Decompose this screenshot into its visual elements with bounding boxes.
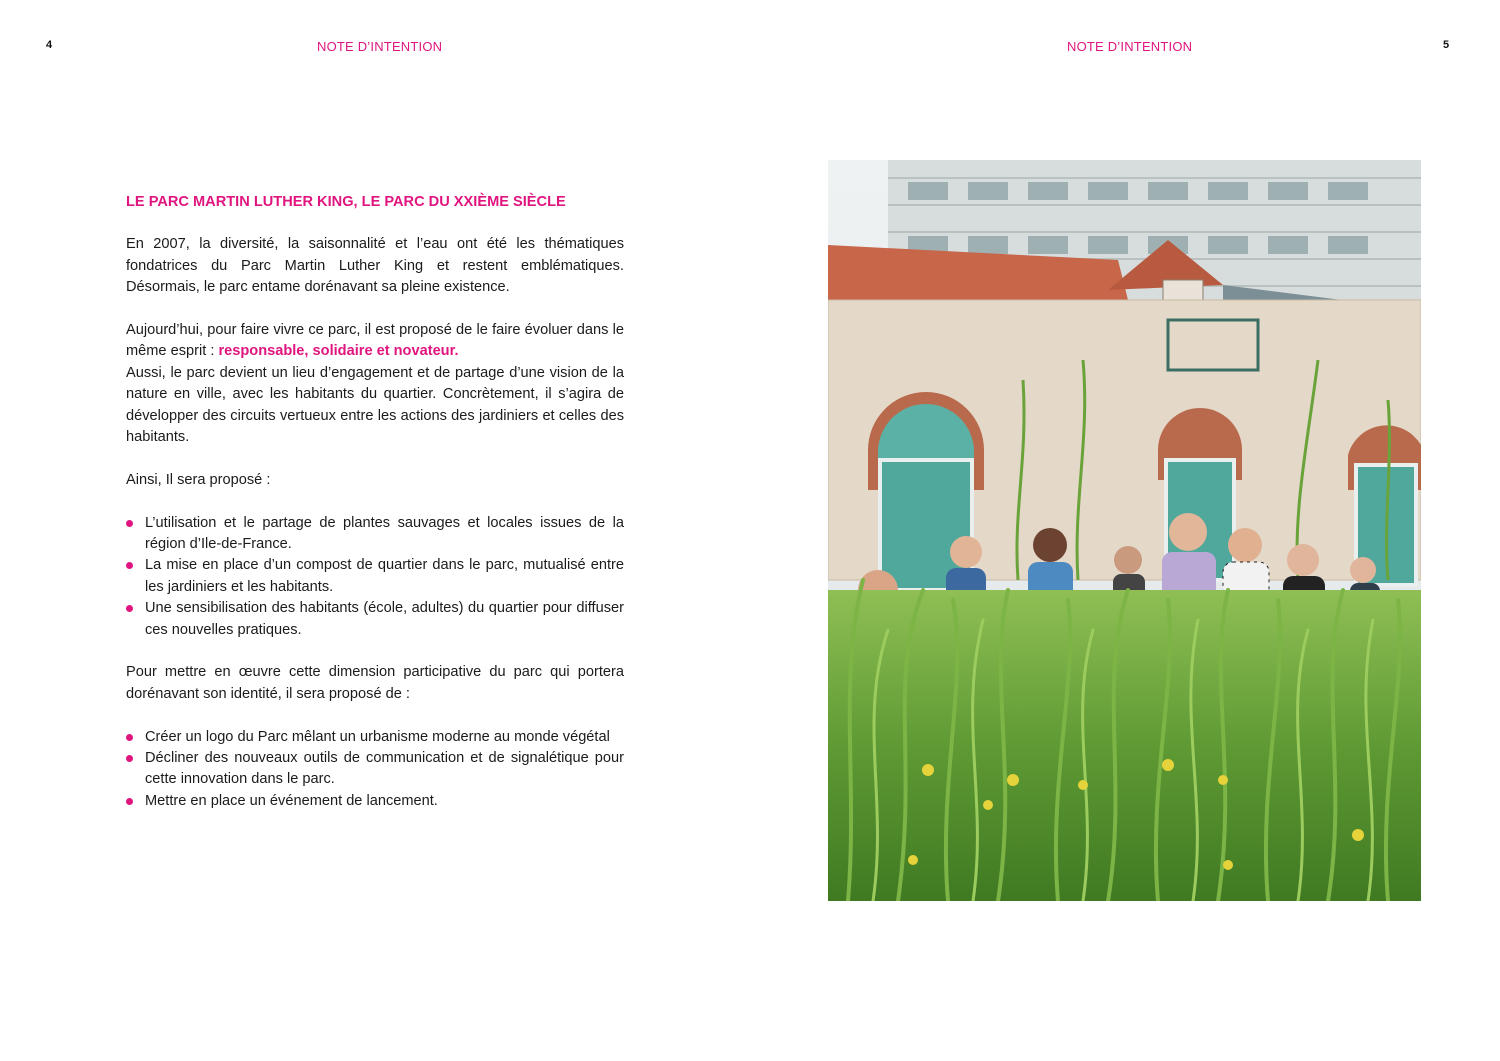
- article-column: [126, 192, 624, 812]
- list-item: Mettre en place un événement de lancement.: [126, 791, 624, 812]
- bullet-dot-icon: [126, 798, 133, 805]
- paragraph-participative: Pour mettre en œuvre cette dimension participative du parc qui portera dorénavant son identité, il sera proposé de :: [126, 664, 624, 702]
- paragraph-today-text: Aujourd’hui, pour faire vivre ce parc, il est proposé de le faire évoluer dans le même esprit :: [126, 322, 624, 360]
- list-item: L’utilisation et le partage de plantes sauvages et locales issues de la région d’Ile-de-France.: [126, 513, 624, 556]
- values-highlight: responsable, solidaire et novateur.: [218, 343, 459, 360]
- bullet-dot-icon: [126, 605, 133, 612]
- paragraph-today: [126, 320, 624, 363]
- bullet-dot-icon: [126, 562, 133, 569]
- paragraph-intro: En 2007, la diversité, la saisonnalité et l’eau ont été les thématiques fondatrices du Parc Martin Luther King et restent emblématiques. Désormais, le parc entame dorénavant sa pleine existence.: [126, 236, 624, 296]
- running-title-left: NOTE D’INTENTION: [317, 39, 443, 54]
- page-number-right: 5: [1443, 39, 1450, 51]
- park-group-photo: [828, 160, 1421, 901]
- action-list: [126, 727, 624, 813]
- list-item: Une sensibilisation des habitants (école, adultes) du quartier pour diffuser ces nouvelles pratiques.: [126, 598, 624, 641]
- paragraph-proposal: Ainsi, Il sera proposé :: [126, 471, 271, 488]
- article-heading: LE PARC MARTIN LUTHER KING, LE PARC DU XXIÈME SIÈCLE: [126, 194, 566, 210]
- page-number-left: 4: [46, 39, 53, 51]
- bullet-dot-icon: [126, 755, 133, 762]
- list-item: Décliner des nouveaux outils de communication et de signalétique pour cette innovation dans le parc.: [126, 748, 624, 791]
- running-title-right: NOTE D’INTENTION: [1067, 39, 1193, 54]
- list-item: La mise en place d’un compost de quartier dans le parc, mutualisé entre les jardiniers et les habitants.: [126, 555, 624, 598]
- list-item: Créer un logo du Parc mêlant un urbanisme moderne au monde végétal: [126, 727, 624, 748]
- bullet-dot-icon: [126, 734, 133, 741]
- bullet-dot-icon: [126, 520, 133, 527]
- paragraph-engagement: Aussi, le parc devient un lieu d’engagement et de partage d’une vision de la nature en ville, avec les habitants du quartier. Concrètement, il s’agira de développer des circuits vertueux entre les actions des jardiniers et celles des habitants.: [126, 364, 624, 446]
- proposal-list: [126, 513, 624, 641]
